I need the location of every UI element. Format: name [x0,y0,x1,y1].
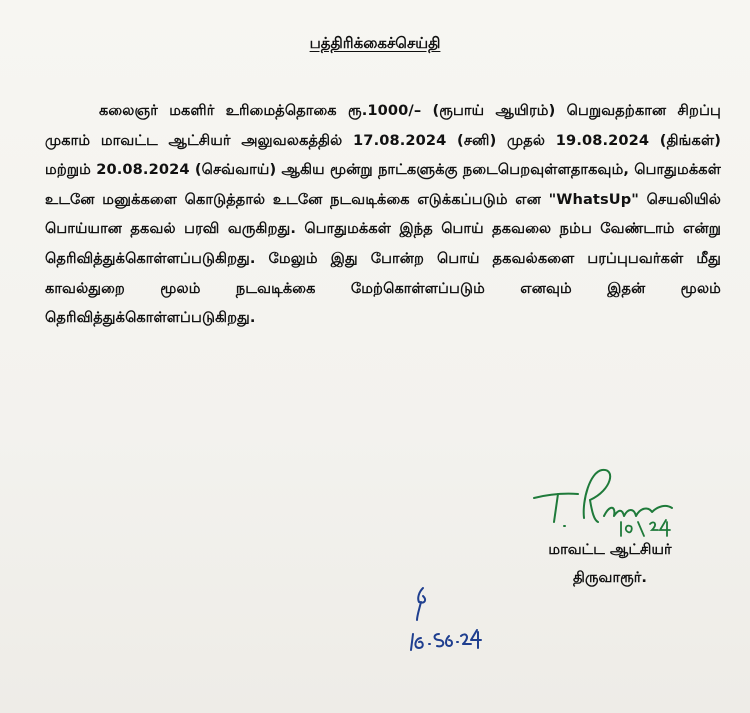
document-body [45,96,721,333]
document-heading: பத்திரிக்கைச்செய்தி [309,34,441,52]
initial-mark [395,582,485,662]
signatory-block [530,536,690,592]
designation-title: மாவட்ட ஆட்சியர் [548,541,672,558]
body-paragraph: கலைஞர் மகளிர் உரிமைத்தொகை ரூ.1000/– (ரூபாய் ஆயிரம்) பெறுவதற்கான சிறப்பு முகாம் மாவட்ட ஆட்சியர் அலுவலகத்தில் 17.08.2024 (சனி) முதல் 19.08.2024 (திங்கள்) மற்றும் 20.08.2024 (செவ்வாய்) ஆகிய மூன்று நாட்களுக்கு நடைபெறவுள்ளதாகவும், பொதுமக்கள் உடனே மனுக்களை கொடுத்தால் உடனே நடவடிக்கை எடுக்கப்படும் என "WhatsUp" செயலியில் பொய்யான தகவல் பரவி வருகிறது. பொதுமக்கள் இந்த பொய் தகவலை நம்ப வேண்டாம் என்று தெரிவித்துக்கொள்ளப்படுகிறது. மேலும் இது போன்ற பொய் தகவல்களை பரப்புபவர்கள் மீது காவல்துறை மூலம் நடவடிக்கை மேற்கொள்ளப்படும் எனவும் இதன் மூலம் தெரிவித்துக்கொள்ளப்படுகிறது. [45,102,721,327]
designation-place: திருவாரூர். [573,569,647,586]
collector-signature [520,460,700,540]
